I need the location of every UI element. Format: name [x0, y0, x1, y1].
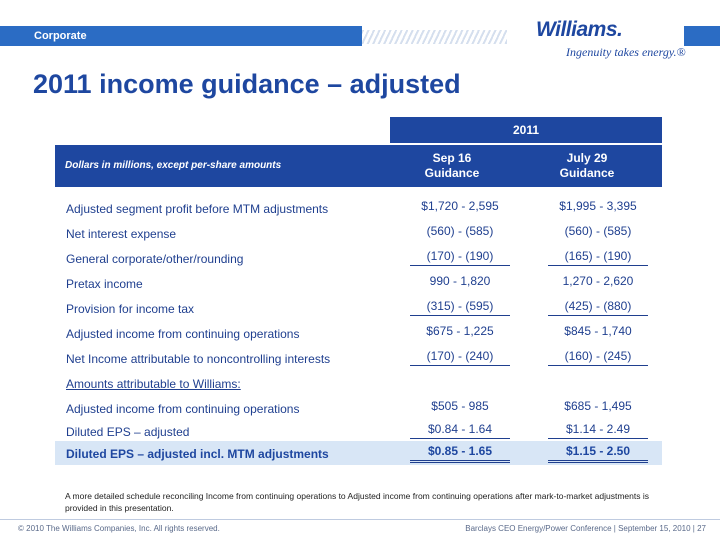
decorative-stripes: [362, 30, 507, 44]
row-label: Diluted EPS – adjusted: [66, 425, 190, 439]
row-value-sep16: (170) - (190): [410, 249, 510, 266]
row-value-july29: (165) - (190): [548, 249, 648, 266]
row-label: Adjusted income from continuing operations: [66, 327, 300, 341]
row-value-july29: $845 - 1,740: [564, 324, 632, 338]
footer-copyright: © 2010 The Williams Companies, Inc. All rights reserved.: [18, 524, 220, 533]
row-label: Net interest expense: [66, 227, 177, 241]
row-value-sep16: $1,720 - 2,595: [421, 199, 499, 213]
table-row: [55, 321, 662, 345]
row-value-july29: (560) - (585): [564, 224, 632, 238]
row-label: General corporate/other/rounding: [66, 252, 244, 266]
section-label: Corporate: [34, 30, 87, 42]
column-header-line: Sep 16: [432, 151, 472, 165]
table-row: [55, 371, 662, 395]
row-value-july29: (425) - (880): [548, 299, 648, 316]
logo-tagline: Ingenuity takes energy.®: [566, 45, 686, 59]
footnote: A more detailed schedule reconciling Income from continuing operations to Adjusted income from continuing operations after mark-to-market adjustments is provided in this presentation.: [65, 491, 649, 513]
row-value-sep16: (170) - (240): [410, 349, 510, 366]
row-label: Adjusted segment profit before MTM adjustments: [66, 202, 329, 216]
row-value-sep16: (560) - (585): [426, 224, 494, 238]
row-value-sep16: $675 - 1,225: [426, 324, 494, 338]
row-value-sep16: (315) - (595): [410, 299, 510, 316]
footer-event: Barclays CEO Energy/Power Conference | September 15, 2010 | 27: [465, 524, 706, 533]
column-header-sep16: [392, 151, 512, 181]
column-header-line: Guidance: [424, 166, 480, 180]
logo-brand: Williams.: [536, 18, 623, 41]
row-value-july29: $1.15 - 2.50: [548, 444, 648, 463]
row-value-july29: $1,995 - 3,395: [559, 199, 637, 213]
row-value-july29: $685 - 1,495: [564, 399, 632, 413]
column-header-july29: [527, 151, 647, 181]
row-value-sep16: $505 - 985: [431, 399, 489, 413]
column-header-line: July 29: [566, 151, 608, 165]
row-label: Provision for income tax: [66, 302, 195, 316]
row-value-july29: $1.14 - 2.49: [548, 422, 648, 439]
top-bar-band-right: [684, 26, 720, 46]
table-row: [55, 221, 662, 245]
table-row: [55, 271, 662, 295]
page-title: 2011 income guidance – adjusted: [33, 69, 461, 99]
row-label: Amounts attributable to Williams:: [66, 377, 241, 391]
row-value-sep16: $0.85 - 1.65: [410, 444, 510, 463]
column-header-line: Guidance: [559, 166, 615, 180]
description-header: Dollars in millions, except per-share amounts: [65, 160, 282, 171]
year-header: 2011: [390, 117, 662, 143]
table-header: [55, 145, 662, 187]
williams-logo: [536, 18, 686, 68]
table-row-highlight: [55, 441, 662, 465]
footer-divider: [0, 519, 720, 520]
row-label: Pretax income: [66, 277, 143, 291]
row-label: Net Income attributable to noncontrolling interests: [66, 352, 331, 366]
row-value-july29: 1,270 - 2,620: [562, 274, 634, 288]
table-row: [55, 346, 662, 370]
table-row: [55, 246, 662, 270]
table-row: [55, 396, 662, 420]
table-row: [55, 196, 662, 220]
table-row: [55, 419, 662, 443]
row-label: Adjusted income from continuing operations: [66, 402, 300, 416]
row-label: Diluted EPS – adjusted incl. MTM adjustments: [66, 447, 329, 461]
table-row: [55, 296, 662, 320]
row-value-sep16: 990 - 1,820: [429, 274, 491, 288]
row-value-sep16: $0.84 - 1.64: [410, 422, 510, 439]
row-value-july29: (160) - (245): [548, 349, 648, 366]
